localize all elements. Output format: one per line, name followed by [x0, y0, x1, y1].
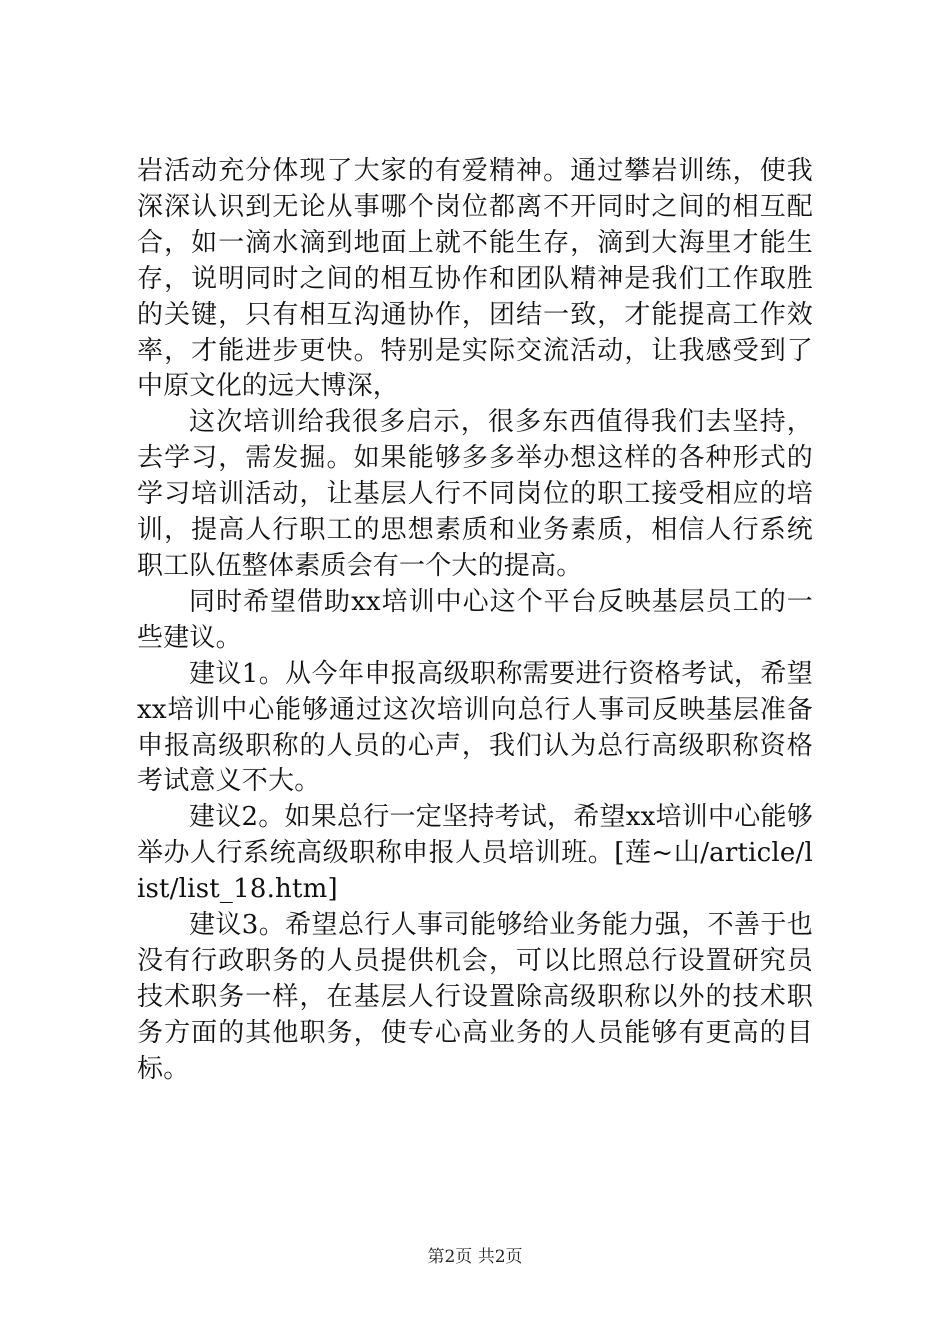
- paragraph-3: 同时希望借助xx培训中心这个平台反映基层员工的一些建议。: [137, 586, 813, 653]
- paragraph-5: 建议2。如果总行一定坚持考试，希望xx培训中心能够举办人行系统高级职称申报人员培训班。[莲~山/article/list/list_18.htm]: [137, 802, 813, 905]
- document-body: [137, 154, 813, 1088]
- paragraph-4: 建议1。从今年申报高级职称需要进行资格考试，希望xx培训中心能够通过这次培训向总行人事司反映基层准备申报高级职称的人员的心声，我们认为总行高级职称资格考试意义不大。: [137, 658, 813, 797]
- page-footer: 第2页 共2页: [427, 1247, 523, 1267]
- paragraph-1: 岩活动充分体现了大家的有爱精神。通过攀岩训练，使我深深认识到无论从事哪个岗位都离不开同时之间的相互配合，如一滴水滴到地面上就不能生存，滴到大海里才能生存，说明同时之间的相互协作和团队精神是我们工作取胜的关键，只有相互沟通协作，团结一致，才能提高工作效率，才能进步更快。特别是实际交流活动，让我感受到了中原文化的远大博深，: [137, 156, 813, 402]
- paragraph-2: 这次培训给我很多启示，很多东西值得我们去坚持，去学习，需发掘。如果能够多多举办想这样的各种形式的学习培训活动，让基层人行不同岗位的职工接受相应的培训，提高人行职工的思想素质和业务素质，相信人行系统职工队伍整体素质会有一个大的提高。: [137, 407, 813, 581]
- paragraph-6: 建议3。希望总行人事司能够给业务能力强，不善于也没有行政职务的人员提供机会，可以比照总行设置研究员技术职务一样，在基层人行设置除高级职称以外的技术职务方面的其他职务，使专心高业务的人员能够有更高的目标。: [137, 910, 813, 1084]
